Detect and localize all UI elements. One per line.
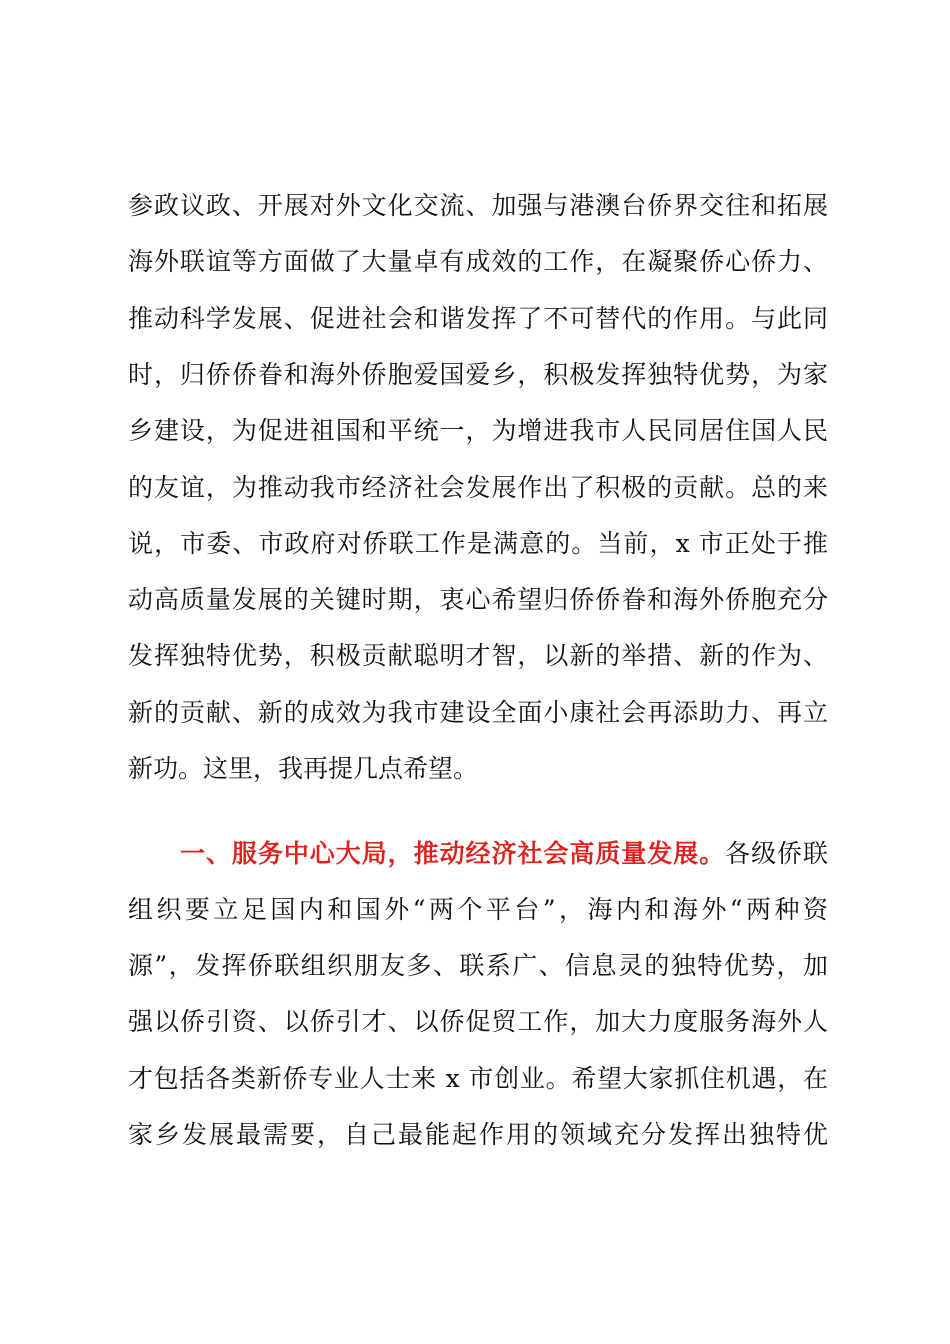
text-run: 各级侨联 bbox=[725, 839, 828, 868]
text-line: 说，市委、市政府对侨联工作是满意的。当前，x 市正处于推 bbox=[128, 529, 828, 558]
text-line: 乡建设，为促进祖国和平统一，为增进我市人民同居住国人民 bbox=[128, 416, 828, 445]
section-heading-line bbox=[180, 834, 828, 874]
text-line: 的友谊，为推动我市经济社会发展作出了积极的贡献。总的来 bbox=[128, 473, 828, 502]
text-line: 强以侨引资、以侨引才、以侨促贸工作，加大力度服务海外人 bbox=[128, 1007, 828, 1036]
text-line: 动高质量发展的关键时期，衷心希望归侨侨眷和海外侨胞充分 bbox=[128, 585, 828, 614]
section-heading: 一、服务中心大局，推动经济社会高质量发展。 bbox=[180, 839, 726, 868]
text-line: 发挥独特优势，积极贡献聪明才智，以新的举措、新的作为、 bbox=[128, 641, 828, 670]
text-line: 才包括各类新侨专业人士来 x 市创业。希望大家抓住机遇，在 bbox=[128, 1064, 828, 1093]
text-line: 组织要立足国内和国外“两个平台”，海内和海外“两种资 bbox=[128, 895, 828, 924]
text-line: 参政议政、开展对外文化交流、加强与港澳台侨界交往和拓展 bbox=[128, 191, 828, 220]
text-line: 海外联谊等方面做了大量卓有成效的工作，在凝聚侨心侨力、 bbox=[128, 247, 828, 276]
text-line: 家乡发展最需要，自己最能起作用的领域充分发挥出独特优 bbox=[128, 1120, 828, 1149]
text-line: 新的贡献、新的成效为我市建设全面小康社会再添助力、再立 bbox=[128, 698, 828, 727]
text-line: 推动科学发展、促进社会和谐发挥了不可替代的作用。与此同 bbox=[128, 304, 828, 333]
text-line: 时，归侨侨眷和海外侨胞爱国爱乡，积极发挥独特优势，为家 bbox=[128, 360, 828, 389]
text-line: 源”，发挥侨联组织朋友多、联系广、信息灵的独特优势，加 bbox=[128, 951, 828, 980]
text-line: 新功。这里，我再提几点希望。 bbox=[128, 754, 479, 783]
